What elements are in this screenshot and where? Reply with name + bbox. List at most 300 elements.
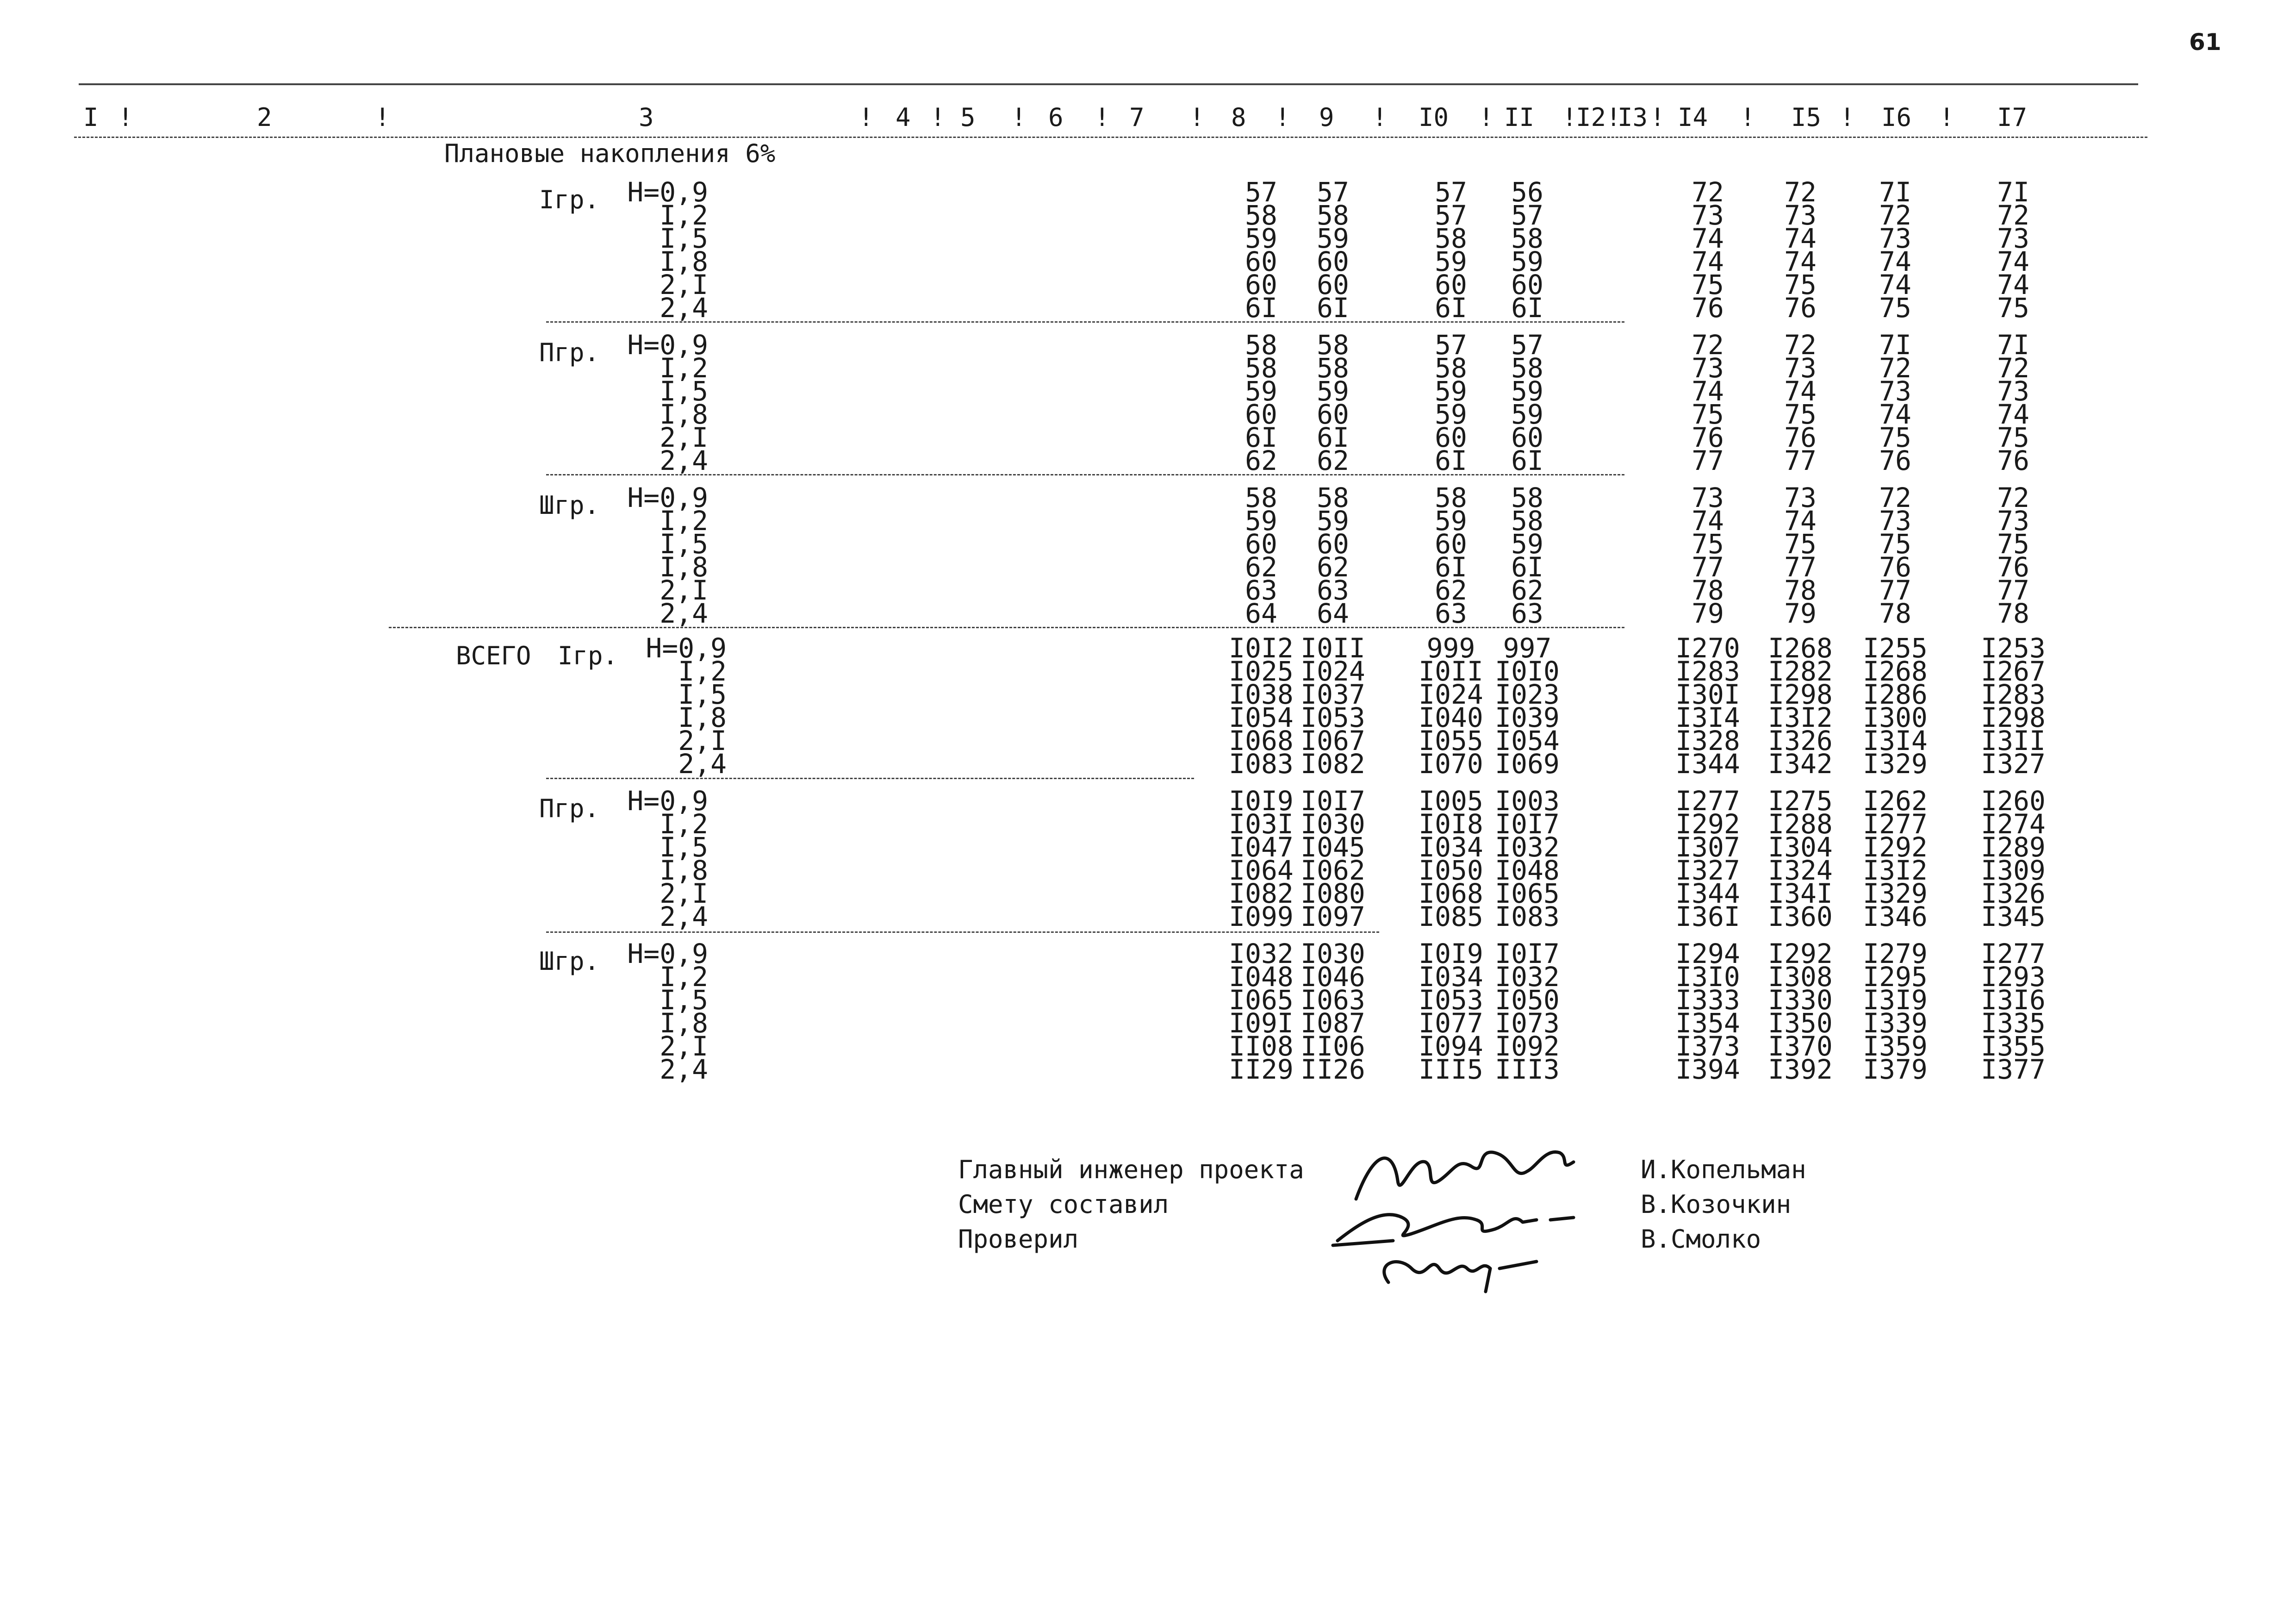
- table-cell: I099: [1229, 901, 1294, 932]
- table-cell: I032: [1229, 938, 1294, 969]
- value-column-c17: [1979, 632, 2048, 780]
- table-cell: I288: [1768, 808, 1833, 840]
- value-column-c11: [1493, 632, 1562, 780]
- height-values: [625, 482, 708, 629]
- table-cell: 73: [1879, 223, 1911, 254]
- table-cell: I032: [1495, 961, 1560, 993]
- col-header-8: 8: [1231, 103, 1246, 132]
- table-cell: 59: [1317, 505, 1349, 537]
- table-cell: 76: [1879, 551, 1911, 583]
- table-cell: I270: [1675, 632, 1740, 664]
- table-cell: 77: [1997, 575, 2029, 606]
- table-cell: I344: [1675, 878, 1740, 909]
- value-column-c11: [1493, 482, 1562, 629]
- table-cell: 60: [1245, 246, 1277, 277]
- value-column-c17: [1979, 329, 2048, 476]
- value-column-c16: [1860, 482, 1930, 629]
- table-cell: I0II: [1300, 632, 1365, 664]
- table-cell: 73: [1692, 482, 1724, 513]
- table-cell: I394: [1675, 1054, 1740, 1085]
- table-cell: I3I4: [1863, 725, 1928, 756]
- value-column-c14: [1673, 482, 1742, 629]
- table-cell: 58: [1511, 505, 1543, 537]
- table-cell: I329: [1863, 748, 1928, 780]
- table-cell: I275: [1768, 785, 1833, 817]
- table-cell: 74: [1879, 246, 1911, 277]
- table-cell: I309: [1981, 855, 2046, 886]
- signature-role: Смету составил: [958, 1190, 1169, 1219]
- table-cell: 62: [1511, 575, 1543, 606]
- table-cell: I282: [1768, 656, 1833, 687]
- height-value: I,5: [660, 223, 708, 254]
- table-cell: 78: [1692, 575, 1724, 606]
- table-cell: 60: [1245, 269, 1277, 300]
- table-cell: II26: [1300, 1054, 1365, 1085]
- group-label: Пгр.: [539, 338, 600, 367]
- col-header-13: I3: [1618, 103, 1648, 132]
- height-value: I,5: [660, 528, 708, 560]
- value-column-c17: [1979, 938, 2048, 1085]
- table-cell: 74: [1879, 269, 1911, 300]
- table-cell: 75: [1879, 422, 1911, 453]
- table-cell: 62: [1317, 445, 1349, 476]
- table-cell: I307: [1675, 831, 1740, 863]
- table-cell: 74: [1692, 375, 1724, 407]
- value-column-c15: [1766, 482, 1835, 629]
- section-title: Плановые накопления 6%: [444, 139, 776, 168]
- table-cell: 58: [1245, 352, 1277, 384]
- table-cell: II29: [1229, 1054, 1294, 1085]
- table-cell: I253: [1981, 632, 2046, 664]
- table-cell: 60: [1435, 422, 1467, 453]
- table-cell: I054: [1495, 725, 1560, 756]
- group-label: Пгр.: [539, 794, 600, 823]
- height-value: H=0,9: [627, 938, 708, 969]
- table-cell: 73: [1692, 200, 1724, 231]
- table-cell: 73: [1784, 482, 1817, 513]
- table-cell: 58: [1435, 482, 1467, 513]
- value-column-c9: [1298, 482, 1368, 629]
- table-cell: 72: [1692, 176, 1724, 208]
- table-cell: I255: [1863, 632, 1928, 664]
- table-cell: I030: [1300, 938, 1365, 969]
- table-cell: I355: [1981, 1031, 2046, 1062]
- value-column-c15: [1766, 632, 1835, 780]
- table-cell: I024: [1419, 679, 1483, 710]
- group-separator: [546, 778, 1194, 779]
- table-cell: I304: [1768, 831, 1833, 863]
- table-cell: 72: [1692, 329, 1724, 361]
- table-cell: I326: [1768, 725, 1833, 756]
- table-cell: I327: [1675, 855, 1740, 886]
- height-value: I,2: [660, 352, 708, 384]
- value-column-c10: [1416, 176, 1486, 324]
- table-cell: 57: [1511, 329, 1543, 361]
- height-value: I,8: [660, 551, 708, 583]
- table-cell: 57: [1435, 176, 1467, 208]
- table-cell: 60: [1511, 422, 1543, 453]
- group-label: Шгр.: [539, 491, 600, 520]
- table-cell: 76: [1692, 422, 1724, 453]
- table-cell: 58: [1245, 482, 1277, 513]
- table-cell: I298: [1768, 679, 1833, 710]
- value-column-c15: [1766, 176, 1835, 324]
- table-cell: 58: [1317, 352, 1349, 384]
- table-cell: 62: [1435, 575, 1467, 606]
- table-cell: I3I9: [1863, 984, 1928, 1016]
- height-value: 2,I: [660, 1031, 708, 1062]
- col-header-17: I7: [1997, 103, 2028, 132]
- height-values: [625, 938, 708, 1085]
- table-cell: I070: [1419, 748, 1483, 780]
- value-column-c14: [1673, 938, 1742, 1085]
- table-cell: 79: [1784, 598, 1817, 629]
- table-cell: I069: [1495, 748, 1560, 780]
- table-cell: I039: [1495, 702, 1560, 733]
- table-cell: I342: [1768, 748, 1833, 780]
- table-cell: I0I2: [1229, 632, 1294, 664]
- table-cell: I068: [1229, 725, 1294, 756]
- table-cell: 60: [1245, 399, 1277, 430]
- table-cell: I295: [1863, 961, 1928, 993]
- table-cell: I346: [1863, 901, 1928, 932]
- value-column-c9: [1298, 938, 1368, 1085]
- height-value: I,5: [660, 984, 708, 1016]
- height-value: 2,4: [660, 445, 708, 476]
- value-column-c10: [1416, 938, 1486, 1085]
- table-cell: 60: [1435, 269, 1467, 300]
- value-column-c17: [1979, 785, 2048, 932]
- table-cell: I34I: [1768, 878, 1833, 909]
- table-cell: 72: [1879, 352, 1911, 384]
- height-value: I,2: [660, 961, 708, 993]
- table-cell: I379: [1863, 1054, 1928, 1085]
- table-cell: 6I: [1317, 422, 1349, 453]
- height-value: I,2: [660, 808, 708, 840]
- table-cell: 78: [1997, 598, 2029, 629]
- table-cell: I064: [1229, 855, 1294, 886]
- table-cell: I333: [1675, 984, 1740, 1016]
- table-cell: 57: [1435, 200, 1467, 231]
- table-cell: I046: [1300, 961, 1365, 993]
- table-cell: 7I: [1879, 329, 1911, 361]
- col-header-15: I5: [1791, 103, 1822, 132]
- table-cell: III3: [1495, 1054, 1560, 1085]
- table-cell: 75: [1879, 292, 1911, 324]
- table-cell: I359: [1863, 1031, 1928, 1062]
- table-cell: 57: [1317, 176, 1349, 208]
- table-cell: 58: [1245, 200, 1277, 231]
- table-cell: 62: [1317, 551, 1349, 583]
- table-cell: 75: [1997, 422, 2029, 453]
- table-cell: I083: [1495, 901, 1560, 932]
- table-cell: I324: [1768, 855, 1833, 886]
- table-cell: 60: [1245, 528, 1277, 560]
- table-cell: I308: [1768, 961, 1833, 993]
- table-cell: I268: [1768, 632, 1833, 664]
- table-cell: I038: [1229, 679, 1294, 710]
- table-cell: I3I2: [1863, 855, 1928, 886]
- table-cell: 59: [1317, 223, 1349, 254]
- table-cell: 7I: [1997, 176, 2029, 208]
- value-column-c8: [1226, 482, 1296, 629]
- table-cell: 74: [1692, 246, 1724, 277]
- table-cell: 59: [1511, 399, 1543, 430]
- table-cell: I294: [1675, 938, 1740, 969]
- table-cell: I097: [1300, 901, 1365, 932]
- table-cell: I073: [1495, 1007, 1560, 1039]
- table-cell: I329: [1863, 878, 1928, 909]
- value-column-c11: [1493, 176, 1562, 324]
- table-cell: I262: [1863, 785, 1928, 817]
- table-cell: I023: [1495, 679, 1560, 710]
- table-cell: 75: [1784, 528, 1817, 560]
- table-cell: I082: [1300, 748, 1365, 780]
- table-cell: 77: [1784, 445, 1817, 476]
- table-cell: III5: [1419, 1054, 1483, 1085]
- value-column-c9: [1298, 176, 1368, 324]
- table-cell: 6I: [1435, 551, 1467, 583]
- page-number: 61: [2189, 29, 2221, 56]
- table-cell: 58: [1317, 200, 1349, 231]
- value-column-c17: [1979, 176, 2048, 324]
- table-cell: 58: [1317, 329, 1349, 361]
- height-value: H=0,9: [627, 329, 708, 361]
- value-column-c11: [1493, 938, 1562, 1085]
- table-cell: 59: [1511, 246, 1543, 277]
- table-cell: 59: [1511, 375, 1543, 407]
- col-header-7: 7: [1129, 103, 1145, 132]
- table-cell: I034: [1419, 831, 1483, 863]
- value-column-c14: [1673, 176, 1742, 324]
- table-cell: I065: [1229, 984, 1294, 1016]
- table-cell: 58: [1317, 482, 1349, 513]
- table-cell: I053: [1419, 984, 1483, 1016]
- table-cell: I277: [1981, 938, 2046, 969]
- table-cell: 74: [1692, 505, 1724, 537]
- table-cell: 58: [1245, 329, 1277, 361]
- table-cell: 58: [1511, 352, 1543, 384]
- height-value: 2,I: [660, 878, 708, 909]
- table-cell: I047: [1229, 831, 1294, 863]
- table-cell: 72: [1784, 176, 1817, 208]
- value-column-c10: [1416, 785, 1486, 932]
- table-cell: I067: [1300, 725, 1365, 756]
- height-value: 2,4: [660, 1054, 708, 1085]
- signature-role: Проверил: [958, 1224, 1079, 1254]
- signature-name: В.Смолко: [1641, 1224, 1761, 1254]
- table-cell: 999: [1426, 632, 1475, 664]
- table-cell: 73: [1879, 375, 1911, 407]
- table-cell: I330: [1768, 984, 1833, 1016]
- table-cell: 77: [1784, 551, 1817, 583]
- table-cell: I024: [1300, 656, 1365, 687]
- table-cell: 58: [1435, 223, 1467, 254]
- table-cell: 60: [1317, 269, 1349, 300]
- table-cell: I292: [1675, 808, 1740, 840]
- height-value: 2,4: [660, 598, 708, 629]
- table-cell: 75: [1784, 399, 1817, 430]
- table-cell: 74: [1784, 246, 1817, 277]
- height-value: 2,I: [660, 575, 708, 606]
- table-cell: 73: [1997, 505, 2029, 537]
- table-cell: I277: [1863, 808, 1928, 840]
- table-cell: 78: [1784, 575, 1817, 606]
- table-cell: I3I6: [1981, 984, 2046, 1016]
- table-cell: 6I: [1435, 292, 1467, 324]
- height-value: I,8: [660, 246, 708, 277]
- table-cell: 72: [1784, 329, 1817, 361]
- table-cell: I293: [1981, 961, 2046, 993]
- col-header-16: I6: [1881, 103, 1912, 132]
- table-cell: I392: [1768, 1054, 1833, 1085]
- col-header-14: I4: [1678, 103, 1708, 132]
- table-cell: I092: [1495, 1031, 1560, 1062]
- table-cell: I037: [1300, 679, 1365, 710]
- header-bottom-rule: [74, 137, 2147, 138]
- table-cell: I003: [1495, 785, 1560, 817]
- table-cell: I283: [1981, 679, 2046, 710]
- table-cell: 57: [1435, 329, 1467, 361]
- table-cell: I082: [1229, 878, 1294, 909]
- table-cell: 72: [1997, 352, 2029, 384]
- height-value: I,2: [678, 656, 727, 687]
- table-cell: I0I8: [1419, 808, 1483, 840]
- height-value: I,8: [660, 399, 708, 430]
- table-cell: I03I: [1229, 808, 1294, 840]
- col-header-2: 2: [257, 103, 272, 132]
- table-cell: I377: [1981, 1054, 2046, 1085]
- value-column-c15: [1766, 785, 1835, 932]
- table-cell: I0I9: [1419, 938, 1483, 969]
- signature-name: В.Козочкин: [1641, 1190, 1792, 1219]
- table-cell: I048: [1229, 961, 1294, 993]
- table-cell: I032: [1495, 831, 1560, 863]
- value-column-c16: [1860, 938, 1930, 1085]
- table-cell: I040: [1419, 702, 1483, 733]
- height-value: H=0,9: [627, 176, 708, 208]
- height-value: H=0,9: [627, 785, 708, 817]
- handwritten-signatures: [1319, 1130, 1615, 1305]
- table-cell: I326: [1981, 878, 2046, 909]
- group-label: Iгр.: [539, 185, 600, 214]
- table-cell: 59: [1435, 375, 1467, 407]
- table-cell: 60: [1317, 246, 1349, 277]
- table-cell: I3I2: [1768, 702, 1833, 733]
- table-cell: I354: [1675, 1007, 1740, 1039]
- group-label: Iгр.: [558, 641, 618, 670]
- table-cell: 74: [1784, 375, 1817, 407]
- table-cell: 6I: [1245, 292, 1277, 324]
- table-cell: I277: [1675, 785, 1740, 817]
- col-header-6: 6: [1048, 103, 1064, 132]
- value-column-c10: [1416, 482, 1486, 629]
- value-column-c15: [1766, 938, 1835, 1085]
- table-cell: 59: [1317, 375, 1349, 407]
- table-cell: 60: [1317, 528, 1349, 560]
- table-cell: 72: [1997, 482, 2029, 513]
- height-values: [643, 632, 727, 780]
- table-cell: 6I: [1435, 445, 1467, 476]
- table-cell: I068: [1419, 878, 1483, 909]
- table-cell: I077: [1419, 1007, 1483, 1039]
- table-cell: 58: [1511, 223, 1543, 254]
- table-cell: 77: [1692, 445, 1724, 476]
- table-cell: I0II: [1419, 656, 1483, 687]
- table-cell: 72: [1997, 200, 2029, 231]
- table-cell: 75: [1997, 292, 2029, 324]
- table-cell: 75: [1997, 528, 2029, 560]
- table-cell: 57: [1511, 200, 1543, 231]
- col-header-10: I0: [1419, 103, 1449, 132]
- table-cell: I373: [1675, 1031, 1740, 1062]
- height-value: 2,I: [678, 725, 727, 756]
- value-column-c8: [1226, 785, 1296, 932]
- table-cell: 60: [1317, 399, 1349, 430]
- table-cell: 7I: [1879, 176, 1911, 208]
- table-cell: II06: [1300, 1031, 1365, 1062]
- table-cell: 73: [1692, 352, 1724, 384]
- table-cell: I048: [1495, 855, 1560, 886]
- table-cell: 73: [1879, 505, 1911, 537]
- table-cell: I054: [1229, 702, 1294, 733]
- table-cell: 59: [1245, 375, 1277, 407]
- table-cell: I283: [1675, 656, 1740, 687]
- table-cell: 62: [1245, 445, 1277, 476]
- table-cell: 75: [1879, 528, 1911, 560]
- col-header-9: 9: [1319, 103, 1334, 132]
- value-column-c17: [1979, 482, 2048, 629]
- table-cell: I286: [1863, 679, 1928, 710]
- table-cell: I279: [1863, 938, 1928, 969]
- table-cell: I300: [1863, 702, 1928, 733]
- table-cell: I267: [1981, 656, 2046, 687]
- table-cell: I085: [1419, 901, 1483, 932]
- table-cell: I3I4: [1675, 702, 1740, 733]
- table-cell: 72: [1879, 200, 1911, 231]
- col-header-1: I: [83, 103, 99, 132]
- height-value: I,2: [660, 505, 708, 537]
- table-cell: 63: [1245, 575, 1277, 606]
- signature-role: Главный инженер проекта: [958, 1155, 1304, 1184]
- table-cell: 64: [1317, 598, 1349, 629]
- height-value: I,8: [660, 855, 708, 886]
- table-cell: 74: [1692, 223, 1724, 254]
- table-cell: 6I: [1317, 292, 1349, 324]
- table-cell: 73: [1997, 375, 2029, 407]
- table-cell: I045: [1300, 831, 1365, 863]
- table-cell: 63: [1435, 598, 1467, 629]
- value-column-c9: [1298, 785, 1368, 932]
- value-column-c16: [1860, 329, 1930, 476]
- table-cell: I083: [1229, 748, 1294, 780]
- height-value: I,8: [660, 1007, 708, 1039]
- table-cell: I360: [1768, 901, 1833, 932]
- table-cell: I36I: [1675, 901, 1740, 932]
- value-column-c8: [1226, 176, 1296, 324]
- table-cell: I087: [1300, 1007, 1365, 1039]
- table-cell: I289: [1981, 831, 2046, 863]
- table-cell: I298: [1981, 702, 2046, 733]
- table-cell: 59: [1511, 528, 1543, 560]
- group-label: Шгр.: [539, 947, 600, 976]
- table-cell: 74: [1879, 399, 1911, 430]
- table-cell: I062: [1300, 855, 1365, 886]
- table-cell: I327: [1981, 748, 2046, 780]
- col-header-3: 3: [639, 103, 654, 132]
- table-cell: 76: [1997, 551, 2029, 583]
- value-column-c9: [1298, 632, 1368, 780]
